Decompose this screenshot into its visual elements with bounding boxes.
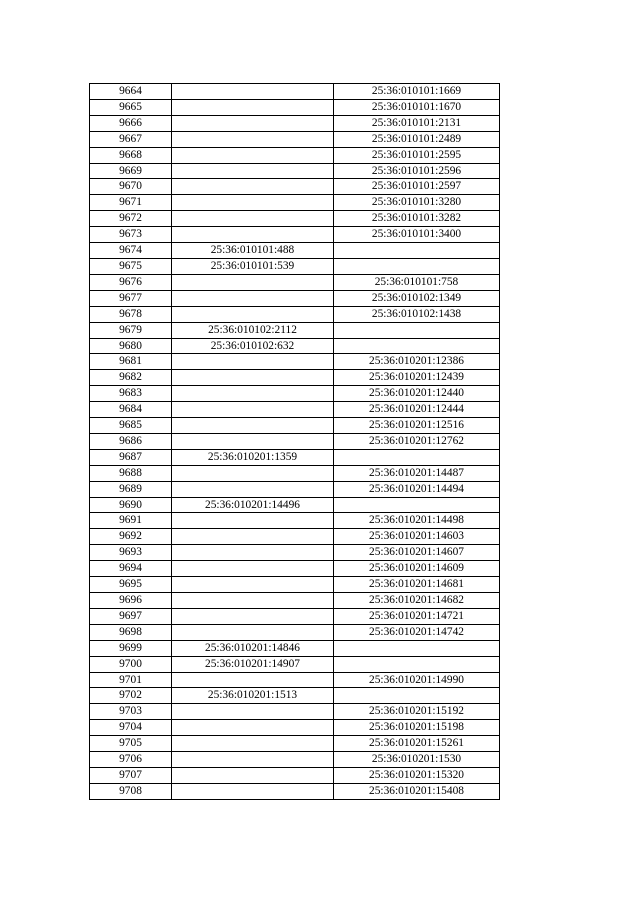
cadastral-number-cell: [172, 163, 334, 179]
cadastral-number-cell: [172, 227, 334, 243]
cadastral-number-cell: [172, 720, 334, 736]
row-number-cell: 9691: [90, 513, 172, 529]
cadastral-number-cell: [172, 354, 334, 370]
table-row: [90, 481, 500, 497]
table-row: [90, 418, 500, 434]
cadastral-number-cell: 25:36:010102:1349: [334, 290, 500, 306]
row-number-cell: 9690: [90, 497, 172, 513]
cadastral-number-cell: 25:36:010101:488: [172, 243, 334, 259]
cadastral-number-cell: [172, 131, 334, 147]
row-number-cell: 9674: [90, 243, 172, 259]
cadastral-number-cell: [334, 640, 500, 656]
row-number-cell: 9673: [90, 227, 172, 243]
row-number-cell: 9683: [90, 386, 172, 402]
cadastral-number-cell: [172, 115, 334, 131]
cadastral-number-cell: 25:36:010201:12439: [334, 370, 500, 386]
cadastral-number-cell: [172, 99, 334, 115]
cadastral-number-cell: [172, 386, 334, 402]
row-number-cell: 9701: [90, 672, 172, 688]
cadastral-number-cell: [172, 179, 334, 195]
cadastral-number-cell: 25:36:010101:3282: [334, 211, 500, 227]
row-number-cell: 9678: [90, 306, 172, 322]
cadastral-number-cell: 25:36:010201:1513: [172, 688, 334, 704]
row-number-cell: 9681: [90, 354, 172, 370]
cadastral-number-cell: 25:36:010201:14846: [172, 640, 334, 656]
cadastral-number-cell: 25:36:010102:632: [172, 338, 334, 354]
row-number-cell: 9671: [90, 195, 172, 211]
table-row: [90, 258, 500, 274]
cadastral-number-cell: [172, 84, 334, 100]
table-row: [90, 274, 500, 290]
row-number-cell: 9675: [90, 258, 172, 274]
cadastral-number-cell: 25:36:010201:14742: [334, 624, 500, 640]
cadastral-number-cell: 25:36:010101:3280: [334, 195, 500, 211]
cadastral-number-cell: [172, 608, 334, 624]
table-row: [90, 720, 500, 736]
cadastral-number-cell: [172, 402, 334, 418]
cadastral-number-cell: 25:36:010201:12762: [334, 433, 500, 449]
cadastral-number-cell: [172, 465, 334, 481]
cadastral-number-cell: 25:36:010201:15198: [334, 720, 500, 736]
row-number-cell: 9667: [90, 131, 172, 147]
row-number-cell: 9700: [90, 656, 172, 672]
cadastral-number-cell: 25:36:010201:12516: [334, 418, 500, 434]
table-row: [90, 624, 500, 640]
row-number-cell: 9686: [90, 433, 172, 449]
cadastral-number-cell: 25:36:010101:539: [172, 258, 334, 274]
cadastral-number-cell: 25:36:010201:15261: [334, 736, 500, 752]
row-number-cell: 9682: [90, 370, 172, 386]
cadastral-number-cell: 25:36:010101:2131: [334, 115, 500, 131]
cadastral-number-cell: [334, 656, 500, 672]
table-row: [90, 195, 500, 211]
table-row: [90, 370, 500, 386]
row-number-cell: 9669: [90, 163, 172, 179]
row-number-cell: 9693: [90, 545, 172, 561]
row-number-cell: 9697: [90, 608, 172, 624]
cadastral-number-cell: 25:36:010201:1530: [334, 752, 500, 768]
row-number-cell: 9706: [90, 752, 172, 768]
table-row: [90, 465, 500, 481]
table-row: [90, 449, 500, 465]
row-number-cell: 9668: [90, 147, 172, 163]
cadastral-number-cell: 25:36:010201:1359: [172, 449, 334, 465]
row-number-cell: 9679: [90, 322, 172, 338]
cadastral-number-cell: [172, 545, 334, 561]
table-row: [90, 84, 500, 100]
cadastral-number-cell: 25:36:010201:14609: [334, 561, 500, 577]
cadastral-number-cell: [334, 688, 500, 704]
table-row: [90, 402, 500, 418]
cadastral-number-cell: [172, 624, 334, 640]
table-row: [90, 163, 500, 179]
cadastral-number-cell: [172, 274, 334, 290]
row-number-cell: 9664: [90, 84, 172, 100]
table-row: [90, 545, 500, 561]
cadastral-number-cell: 25:36:010101:1669: [334, 84, 500, 100]
row-number-cell: 9705: [90, 736, 172, 752]
cadastral-number-cell: 25:36:010101:3400: [334, 227, 500, 243]
table-row: [90, 672, 500, 688]
table-row: [90, 115, 500, 131]
table-row: [90, 147, 500, 163]
cadastral-number-cell: 25:36:010201:14487: [334, 465, 500, 481]
table-row: [90, 179, 500, 195]
row-number-cell: 9676: [90, 274, 172, 290]
cadastral-number-cell: [334, 243, 500, 259]
cadastral-number-cell: [172, 736, 334, 752]
cadastral-number-cell: [172, 147, 334, 163]
cadastral-number-cell: [172, 306, 334, 322]
row-number-cell: 9677: [90, 290, 172, 306]
table-row: [90, 99, 500, 115]
table-row: [90, 640, 500, 656]
table-row: [90, 290, 500, 306]
cadastral-number-cell: 25:36:010201:15408: [334, 783, 500, 799]
table-row: [90, 752, 500, 768]
row-number-cell: 9680: [90, 338, 172, 354]
cadastral-number-cell: 25:36:010201:14721: [334, 608, 500, 624]
cadastral-number-cell: [172, 211, 334, 227]
cadastral-number-cell: [172, 593, 334, 609]
cadastral-number-cell: [172, 418, 334, 434]
cadastral-number-cell: [334, 449, 500, 465]
cadastral-number-cell: 25:36:010101:2489: [334, 131, 500, 147]
table-row: [90, 704, 500, 720]
cadastral-number-cell: [172, 433, 334, 449]
cadastral-number-cell: [172, 783, 334, 799]
table-row: [90, 131, 500, 147]
cadastral-number-cell: [172, 672, 334, 688]
row-number-cell: 9692: [90, 529, 172, 545]
cadastral-number-cell: [334, 497, 500, 513]
table-row: [90, 529, 500, 545]
cadastral-number-cell: 25:36:010201:15320: [334, 767, 500, 783]
row-number-cell: 9689: [90, 481, 172, 497]
cadastral-number-cell: [172, 195, 334, 211]
row-number-cell: 9708: [90, 783, 172, 799]
cadastral-number-cell: [172, 704, 334, 720]
cadastral-number-cell: 25:36:010201:14681: [334, 577, 500, 593]
table-row: [90, 656, 500, 672]
cadastral-number-cell: 25:36:010201:12444: [334, 402, 500, 418]
table-row: [90, 211, 500, 227]
table-row: [90, 561, 500, 577]
row-number-cell: 9698: [90, 624, 172, 640]
cadastral-number-cell: [334, 258, 500, 274]
cadastral-number-cell: 25:36:010201:14607: [334, 545, 500, 561]
cadastral-number-cell: 25:36:010201:14603: [334, 529, 500, 545]
cadastral-number-cell: 25:36:010101:1670: [334, 99, 500, 115]
row-number-cell: 9699: [90, 640, 172, 656]
cadastral-number-cell: [172, 370, 334, 386]
cadastral-number-cell: 25:36:010201:15192: [334, 704, 500, 720]
cadastral-number-cell: [172, 513, 334, 529]
table-row: [90, 577, 500, 593]
cadastral-number-cell: [334, 322, 500, 338]
table-row: [90, 593, 500, 609]
row-number-cell: 9702: [90, 688, 172, 704]
table-row: [90, 688, 500, 704]
cadastral-number-table: [89, 83, 500, 800]
cadastral-number-cell: 25:36:010101:2595: [334, 147, 500, 163]
cadastral-number-cell: [172, 561, 334, 577]
row-number-cell: 9694: [90, 561, 172, 577]
table-row: [90, 497, 500, 513]
cadastral-number-cell: 25:36:010201:12440: [334, 386, 500, 402]
cadastral-number-cell: [172, 752, 334, 768]
table-row: [90, 513, 500, 529]
table-row: [90, 608, 500, 624]
row-number-cell: 9685: [90, 418, 172, 434]
cadastral-number-cell: [334, 338, 500, 354]
cadastral-number-cell: 25:36:010201:14494: [334, 481, 500, 497]
row-number-cell: 9704: [90, 720, 172, 736]
table-row: [90, 783, 500, 799]
table-row: [90, 767, 500, 783]
table-row: [90, 736, 500, 752]
row-number-cell: 9670: [90, 179, 172, 195]
table-row: [90, 433, 500, 449]
row-number-cell: 9687: [90, 449, 172, 465]
table-row: [90, 306, 500, 322]
cadastral-number-cell: 25:36:010101:758: [334, 274, 500, 290]
cadastral-number-cell: 25:36:010201:14496: [172, 497, 334, 513]
table-row: [90, 354, 500, 370]
table-row: [90, 227, 500, 243]
row-number-cell: 9666: [90, 115, 172, 131]
row-number-cell: 9707: [90, 767, 172, 783]
table-row: [90, 243, 500, 259]
cadastral-number-cell: [172, 577, 334, 593]
row-number-cell: 9672: [90, 211, 172, 227]
cadastral-number-cell: 25:36:010201:14682: [334, 593, 500, 609]
cadastral-number-cell: [172, 767, 334, 783]
row-number-cell: 9695: [90, 577, 172, 593]
row-number-cell: 9665: [90, 99, 172, 115]
row-number-cell: 9703: [90, 704, 172, 720]
cadastral-number-cell: 25:36:010201:12386: [334, 354, 500, 370]
cadastral-number-cell: [172, 481, 334, 497]
cadastral-number-cell: 25:36:010102:2112: [172, 322, 334, 338]
table-body: [90, 84, 500, 800]
cadastral-number-cell: 25:36:010102:1438: [334, 306, 500, 322]
table-row: [90, 386, 500, 402]
cadastral-number-cell: 25:36:010101:2597: [334, 179, 500, 195]
cadastral-number-cell: 25:36:010201:14990: [334, 672, 500, 688]
row-number-cell: 9688: [90, 465, 172, 481]
cadastral-number-cell: 25:36:010201:14498: [334, 513, 500, 529]
table-row: [90, 322, 500, 338]
row-number-cell: 9684: [90, 402, 172, 418]
cadastral-number-cell: 25:36:010201:14907: [172, 656, 334, 672]
table-row: [90, 338, 500, 354]
cadastral-number-cell: 25:36:010101:2596: [334, 163, 500, 179]
cadastral-number-cell: [172, 529, 334, 545]
row-number-cell: 9696: [90, 593, 172, 609]
cadastral-number-cell: [172, 290, 334, 306]
